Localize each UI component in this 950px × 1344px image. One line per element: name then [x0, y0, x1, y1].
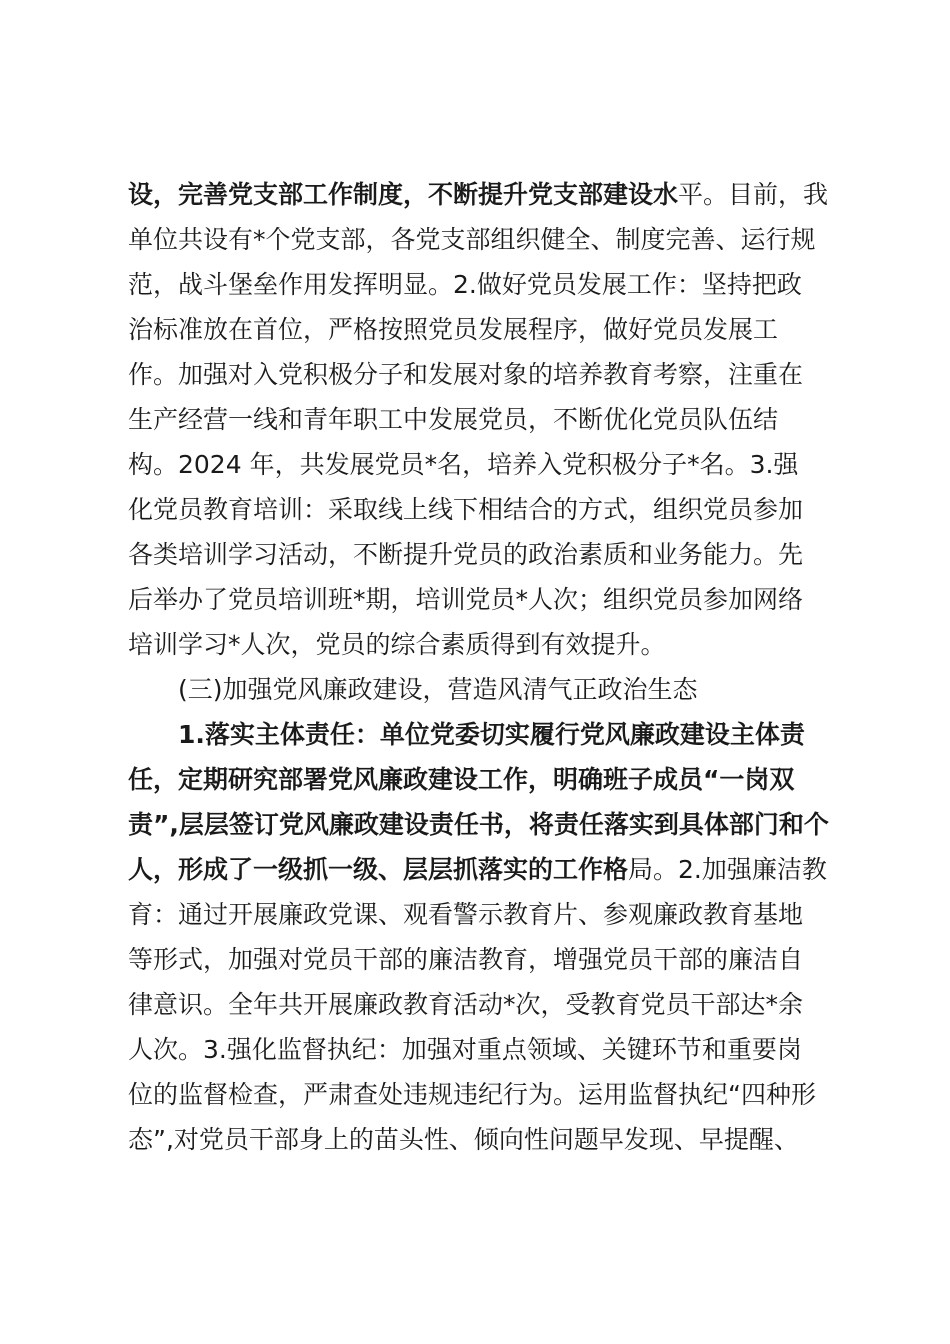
text-line-4 [128, 315, 778, 345]
text-run: 1.落实主体责任：单位党委切实履行党风廉政建设主体责 [178, 720, 805, 749]
text-run: 平。目前，我 [678, 180, 829, 209]
text-run: 育：通过开展廉政党课、观看警示教育片、参观廉政教育基地 [128, 900, 804, 929]
text-run: 后举办了党员培训班*期，培训党员*人次；组织党员参加网络 [128, 585, 804, 614]
text-run: 生产经营一线和青年职工中发展党员，不断优化党员队伍结 [128, 405, 779, 434]
text-line-14 [128, 765, 794, 795]
text-line-5 [128, 360, 803, 390]
text-line-18 [128, 945, 803, 975]
text-run: 态”,对党员干部身上的苗头性、倾向性问题早发现、早提醒、 [128, 1125, 799, 1154]
text-line-1 [128, 180, 828, 210]
text-line-17 [128, 900, 803, 930]
text-run: (三)加强党风廉政建设，营造风清气正政治生态 [178, 675, 698, 704]
text-run: 作。加强对入党积极分子和发展对象的培养教育考察，注重在 [128, 360, 804, 389]
text-run: 任，定期研究部署党风廉政建设工作，明确班子成员“一岗双 [128, 765, 795, 794]
text-run: 化党员教育培训：采取线上线下相结合的方式，组织党员参加 [128, 495, 804, 524]
text-run: 人，形成了一级抓一级、层层抓落实的工作格 [128, 855, 629, 884]
text-line-8 [128, 495, 803, 525]
text-run: 单位共设有*个党支部，各党支部组织健全、制度完善、运行规 [128, 225, 816, 254]
text-run: 治标准放在首位，严格按照党员发展程序，做好党员发展工 [128, 315, 779, 344]
text-line-19 [128, 990, 803, 1020]
section-heading [178, 675, 698, 705]
text-line-11 [128, 630, 666, 660]
text-run: 培训学习*人次，党员的综合素质得到有效提升。 [128, 630, 666, 659]
text-line-13 [178, 720, 805, 750]
text-line-9 [128, 540, 803, 570]
text-line-21 [128, 1080, 816, 1110]
text-run: 人次。3.强化监督执纪：加强对重点领域、关键环节和重要岗 [128, 1035, 802, 1064]
text-run: 律意识。全年共开展廉政教育活动*次，受教育党员干部达*余 [128, 990, 804, 1019]
text-run: 局。2.加强廉洁教 [628, 855, 827, 884]
text-line-7 [128, 450, 798, 480]
text-line-6 [128, 405, 778, 435]
text-line-16 [128, 855, 827, 885]
text-run: 责”,层层签订党风廉政建设责任书，将责任落实到具体部门和个 [128, 810, 829, 839]
text-line-15 [128, 810, 829, 840]
text-line-2 [128, 225, 816, 255]
text-line-3 [128, 270, 802, 300]
text-run: 各类培训学习活动，不断提升党员的政治素质和业务能力。先 [128, 540, 804, 569]
text-run: 构。2024 年，共发展党员*名，培养入党积极分子*名。3.强 [128, 450, 799, 479]
text-line-22 [128, 1125, 799, 1155]
text-run: 位的监督检查，严肃查处违规违纪行为。运用监督执纪“四种形 [128, 1080, 816, 1109]
text-run: 范，战斗堡垒作用发挥明显。2.做好党员发展工作：坚持把政 [128, 270, 802, 299]
text-run: 等形式，加强对党员干部的廉洁教育，增强党员干部的廉洁自 [128, 945, 804, 974]
text-line-20 [128, 1035, 802, 1065]
text-line-10 [128, 585, 803, 615]
text-run: 设，完善党支部工作制度，不断提升党支部建设水 [128, 180, 679, 209]
